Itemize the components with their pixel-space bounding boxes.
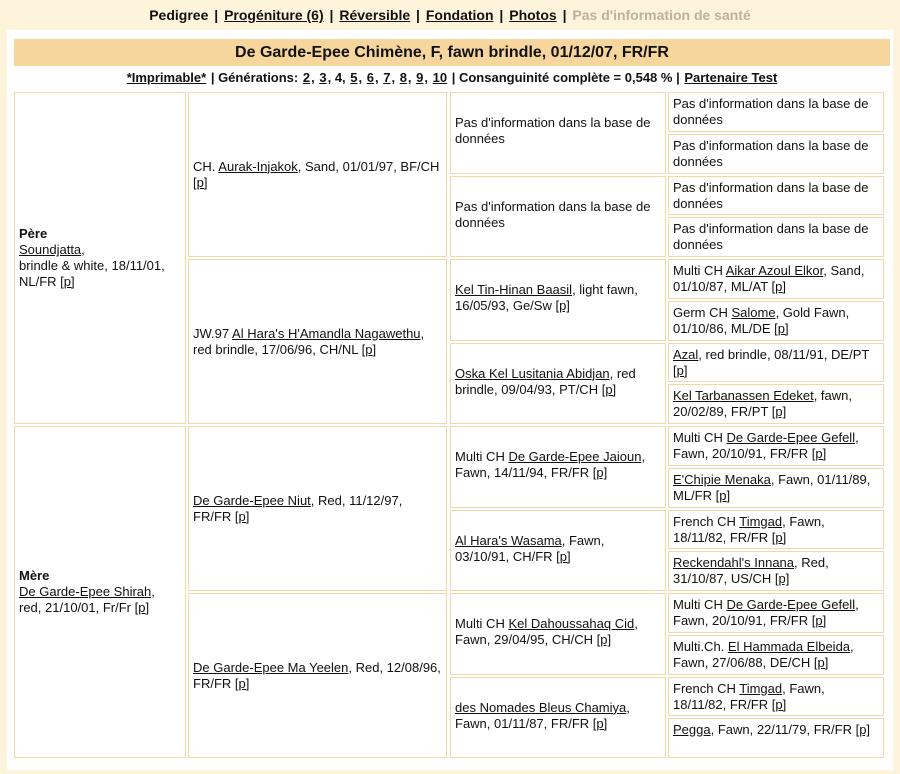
gen4-cell: [668, 301, 884, 341]
gen3-0-title: Pas d'information dans la base de données: [455, 115, 651, 147]
nav-fondation-link[interactable]: Fondation: [425, 7, 494, 23]
gen4-cell: [668, 510, 884, 550]
gen4-cell: [668, 259, 884, 299]
gen4-cell: [668, 217, 884, 257]
gen3-2-name-link[interactable]: Kel Tin-Hinan Baasil: [455, 282, 573, 298]
nav-health-disabled: Pas d'information de santé: [572, 7, 751, 23]
gen3-6-name-link[interactable]: Kel Dahoussahaq Cid: [508, 616, 635, 632]
gen4-7-photo-link[interactable]: [p]: [771, 404, 787, 420]
gen2-2-info: , Red, 11/12/97, FR/FR: [193, 492, 403, 524]
gen4-1-content: [673, 138, 879, 170]
gen2-1-info: , red brindle, 17/06/96, CH/NL: [193, 325, 425, 357]
gen3-0-content: [455, 115, 661, 147]
gen3-2-info: , light fawn, 16/05/93, Ge/Sw: [455, 282, 638, 314]
gen3-4-photo-link[interactable]: [p]: [592, 465, 608, 481]
gen4-8-content: [673, 430, 879, 462]
gen4-cell: [668, 426, 884, 466]
gen4-14-name-link[interactable]: Timgad: [739, 680, 783, 696]
gen3-3-name-link[interactable]: Oska Kel Lusitania Abidjan: [455, 365, 610, 381]
gen2-1-title: JW.97: [193, 325, 233, 341]
gen4-15-photo-link[interactable]: [p]: [855, 722, 871, 738]
generation-link-8[interactable]: 8: [399, 70, 407, 85]
dam-cell: [14, 426, 186, 758]
gen2-3-content: [193, 660, 442, 692]
gen3-6-content: [455, 616, 661, 648]
gen4-9-name-link[interactable]: E'Chipie Menaka: [673, 471, 771, 487]
gen4-3-content: [673, 221, 879, 253]
gen2-0-name-link[interactable]: Aurak-Injakok: [218, 158, 298, 174]
gen4-14-content: [673, 681, 879, 713]
gen4-13-name-link[interactable]: El Hammada Elbeida: [727, 638, 851, 654]
gen2-2-name-link[interactable]: De Garde-Epee Niut: [193, 492, 311, 508]
gen4-cell: [668, 551, 884, 591]
printable-link[interactable]: *Imprimable*: [126, 70, 207, 85]
dam-content: Mère De Garde-Epee Shirah, red, 21/10/01, Fr/Fr [p]: [19, 568, 155, 615]
pedigree-panel: [7, 30, 893, 770]
nav-photos-link[interactable]: Photos: [509, 7, 557, 23]
gen3-cell: [450, 426, 666, 508]
gen4-10-info: , Fawn, 18/11/82, FR/FR: [673, 513, 825, 545]
gen4-12-info: , Fawn, 20/10/91, FR/FR: [673, 597, 859, 628]
gen2-1-name-link[interactable]: Al Hara's H'Amandla Nagawethu: [232, 325, 421, 341]
gen3-1-title: Pas d'information dans la base de données: [455, 198, 651, 230]
gen3-4-info: , Fawn, 14/11/94, FR/FR: [455, 449, 646, 481]
gen2-cell: [188, 259, 447, 424]
gen3-6-title: Multi CH: [455, 616, 509, 632]
gen3-6-info: , Fawn, 29/04/95, CH/CH: [455, 616, 638, 648]
gen2-0-info: , Sand, 01/01/97, BF/CH: [297, 158, 440, 174]
gen4-12-title: Multi CH: [673, 597, 727, 612]
gen3-7-info: , Fawn, 01/11/87, FR/FR: [455, 699, 630, 731]
gen2-3-info: , Red, 12/08/96, FR/FR: [193, 659, 441, 691]
generation-links: 2, 3, 4, 5, 6, 7, 8, 9, 10: [302, 70, 448, 85]
gen3-cell: [450, 510, 666, 592]
nav-pedigree: Pedigree: [149, 7, 209, 23]
gen3-4-title: Multi CH: [455, 449, 509, 465]
gen4-8-name-link[interactable]: De Garde-Epee Gefell: [726, 430, 856, 445]
gen2-0-title: CH.: [193, 158, 219, 174]
gen3-5-info: , Fawn, 03/10/91, CH/FR: [455, 532, 605, 564]
gen3-2-content: [455, 282, 661, 314]
gen3-cell: [450, 343, 666, 425]
gen4-cell: [668, 384, 884, 424]
gen4-5-title: Germ CH: [673, 304, 732, 320]
gen4-cell: [668, 635, 884, 675]
generation-link-5[interactable]: 5: [350, 70, 358, 85]
gen2-cell: [188, 426, 447, 591]
gen4-8-photo-link[interactable]: [p]: [811, 446, 827, 461]
gen4-10-content: [673, 514, 879, 546]
gen4-2-content: [673, 180, 879, 212]
gen2-3-name-link[interactable]: De Garde-Epee Ma Yeelen: [193, 659, 349, 675]
generations-label: Générations:: [218, 70, 299, 85]
gen4-6-info: , red brindle, 08/11/91, DE/PT: [698, 346, 870, 362]
nav-reversible-link[interactable]: Réversible: [339, 7, 411, 23]
gen4-13-title: Multi.Ch.: [673, 638, 728, 654]
gen4-6-photo-link[interactable]: [p]: [673, 362, 688, 378]
gen4-7-content: [673, 388, 879, 420]
gen3-cell: [450, 677, 666, 759]
gen4-4-content: [673, 263, 879, 295]
gen3-3-photo-link[interactable]: [p]: [601, 381, 617, 397]
gen4-5-info: , Gold Fawn, 01/10/86, ML/DE: [673, 304, 850, 336]
generation-link-10[interactable]: 10: [432, 70, 448, 85]
gen4-9-content: [673, 472, 879, 504]
gen3-3-content: [455, 366, 661, 398]
gen4-15-info: , Fawn, 22/11/79, FR/FR: [710, 722, 856, 738]
generation-link-4: 4: [334, 70, 343, 85]
gen3-cell: [450, 259, 666, 341]
gen4-cell: [668, 134, 884, 174]
gen4-7-info: , fawn, 20/02/89, FR/PT: [673, 388, 852, 420]
gen4-9-info: , Fawn, 01/11/89, ML/FR: [673, 471, 871, 503]
gen4-12-photo-link[interactable]: [p]: [811, 613, 827, 628]
gen4-12-content: [673, 597, 879, 629]
gen3-cell: [450, 92, 666, 174]
gen3-7-name-link[interactable]: des Nomades Bleus Chamiya: [455, 699, 627, 715]
gen3-3-info: , red brindle, 09/04/93, PT/CH: [455, 365, 636, 397]
gen4-3-title: Pas d'information dans la base de données: [673, 221, 869, 253]
sire-name-link[interactable]: Soundjatta: [19, 242, 82, 257]
gen4-cell: [668, 677, 884, 717]
top-navigation: Pedigree | Progéniture (6) | Réversible | Fondation | Photos | Pas d'information de santé: [149, 7, 751, 23]
gen4-4-name-link[interactable]: Aikar Azoul Elkor: [725, 263, 824, 278]
gen2-2-content: [193, 493, 442, 525]
gen4-15-name-link[interactable]: Pegga: [673, 722, 711, 738]
pedigree-options-bar: *Imprimable* | Générations: 2, 3, 4, 5, 6, 7, 8, 9, 10 | Consanguinité complète = 0,548 % | Partenaire Test: [126, 70, 778, 85]
dam-role: Mère: [19, 568, 50, 583]
gen3-5-content: [455, 533, 661, 565]
gen2-cell: [188, 92, 447, 257]
dam-photo-link[interactable]: [p]: [134, 600, 150, 615]
gen4-6-content: [673, 347, 879, 379]
sire-role: Père: [19, 226, 48, 241]
gen3-2-photo-link[interactable]: [p]: [555, 298, 570, 314]
sire-content: Père Soundjatta, brindle & white, 18/11/01, NL/FR [p]: [19, 226, 165, 289]
gen4-0-title: Pas d'information dans la base de données: [673, 96, 869, 127]
gen3-5-name-link[interactable]: Al Hara's Wasama: [455, 532, 562, 548]
gen3-6-photo-link[interactable]: [p]: [596, 632, 612, 648]
sire-photo-link[interactable]: [p]: [60, 274, 75, 289]
gen4-11-content: [673, 555, 879, 587]
generation-link-2[interactable]: 2: [302, 70, 311, 85]
sire-cell: [14, 92, 186, 424]
gen4-5-photo-link[interactable]: [p]: [774, 320, 789, 336]
gen4-7-name-link[interactable]: Kel Tarbanassen Edeket: [673, 388, 814, 404]
gen2-0-content: [193, 159, 442, 191]
gen4-5-name-link[interactable]: Salome: [731, 304, 776, 320]
gen4-8-info: , Fawn, 20/10/91, FR/FR: [673, 430, 859, 461]
gen4-15-content: [673, 722, 879, 738]
test-mate-link[interactable]: Partenaire Test: [684, 70, 778, 85]
gen4-13-content: [673, 639, 879, 671]
dam-name-link[interactable]: De Garde-Epee Shirah: [19, 584, 152, 599]
gen4-14-title: French CH: [673, 680, 740, 696]
generation-link-6[interactable]: 6: [366, 70, 374, 85]
gen4-cell: [668, 92, 884, 132]
gen2-3-photo-link[interactable]: [p]: [234, 675, 250, 691]
gen4-11-photo-link[interactable]: [p]: [774, 571, 790, 587]
gen4-6-name-link[interactable]: Azal: [673, 346, 699, 362]
gen2-cell: [188, 593, 447, 758]
gen4-14-info: , Fawn, 18/11/82, FR/FR: [673, 680, 825, 712]
gen4-cell: [668, 468, 884, 508]
gen2-2-photo-link[interactable]: [p]: [234, 508, 250, 524]
gen4-11-info: , Red, 31/10/87, US/CH: [673, 555, 829, 587]
generation-link-9[interactable]: 9: [416, 70, 424, 85]
gen4-1-title: Pas d'information dans la base de données: [673, 137, 869, 169]
gen4-12-name-link[interactable]: De Garde-Epee Gefell: [726, 597, 856, 612]
nav-progeny-link[interactable]: Progéniture (6): [224, 7, 324, 23]
gen4-cell: [668, 593, 884, 633]
sire-info: brindle & white, 18/11/01, NL/FR: [19, 258, 165, 289]
gen3-1-content: [455, 199, 661, 231]
gen3-4-name-link[interactable]: De Garde-Epee Jaioun: [508, 449, 642, 465]
gen4-10-name-link[interactable]: Timgad: [739, 513, 783, 529]
gen4-0-content: [673, 96, 879, 128]
gen4-4-photo-link[interactable]: [p]: [771, 279, 786, 294]
generation-link-7[interactable]: 7: [383, 70, 391, 85]
generation-link-3[interactable]: 3: [319, 70, 327, 85]
gen3-cell: [450, 593, 666, 675]
coi-value: Consanguinité complète = 0,548 %: [458, 70, 673, 85]
gen3-7-content: [455, 700, 661, 732]
gen4-11-name-link[interactable]: Reckendahl's Innana: [673, 555, 795, 571]
gen4-13-info: , Fawn, 27/06/88, DE/CH: [673, 638, 854, 670]
gen3-7-photo-link[interactable]: [p]: [592, 715, 608, 731]
gen2-1-content: [193, 326, 442, 358]
gen4-4-info: , Sand, 01/10/87, ML/AT: [673, 263, 865, 294]
gen4-9-photo-link[interactable]: [p]: [715, 487, 731, 503]
gen3-5-photo-link[interactable]: [p]: [556, 548, 571, 564]
gen3-cell: [450, 176, 666, 258]
gen4-cell: [668, 718, 884, 758]
gen2-0-photo-link[interactable]: [p]: [193, 174, 208, 190]
gen2-1-photo-link[interactable]: [p]: [361, 341, 377, 357]
page-title: De Garde-Epee Chimène, F, fawn brindle, 01/12/07, FR/FR: [14, 39, 890, 66]
gen4-8-title: Multi CH: [673, 430, 727, 445]
gen4-14-photo-link[interactable]: [p]: [771, 696, 787, 712]
gen3-4-content: [455, 449, 661, 481]
gen4-2-title: Pas d'information dans la base de données: [673, 179, 869, 211]
gen4-cell: [668, 343, 884, 383]
gen4-13-photo-link[interactable]: [p]: [813, 654, 829, 670]
dam-info: red, 21/10/01, Fr/Fr: [19, 600, 135, 615]
gen4-4-title: Multi CH: [673, 263, 726, 278]
gen4-10-photo-link[interactable]: [p]: [771, 529, 787, 545]
gen4-5-content: [673, 305, 879, 337]
gen4-cell: [668, 176, 884, 216]
gen4-10-title: French CH: [673, 513, 740, 529]
